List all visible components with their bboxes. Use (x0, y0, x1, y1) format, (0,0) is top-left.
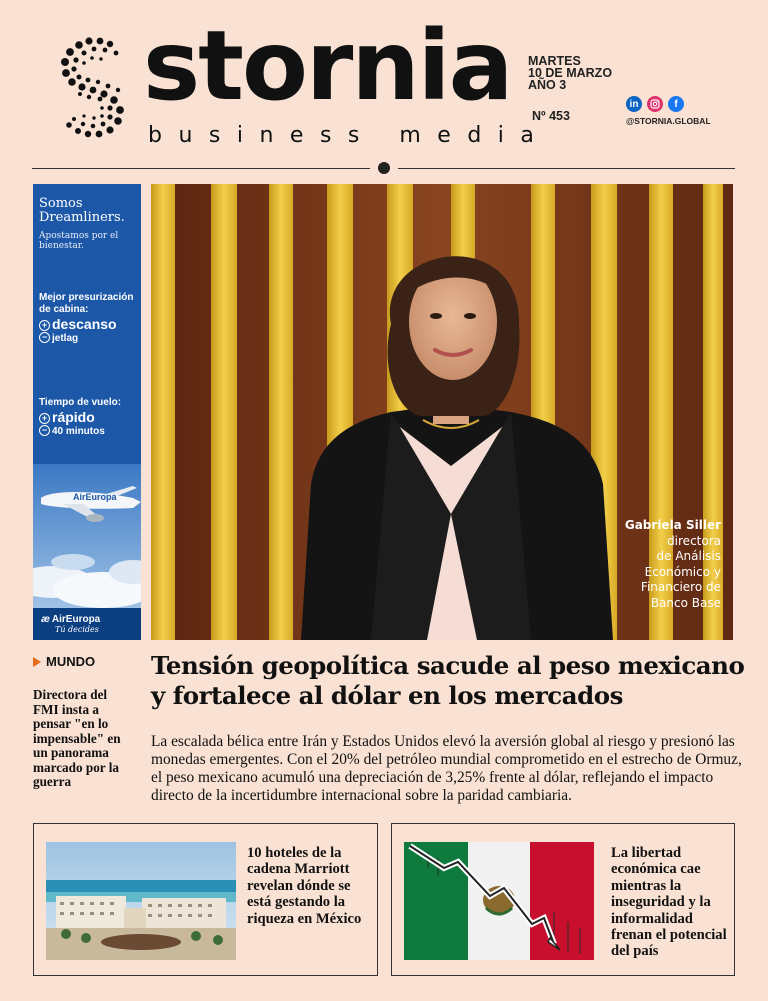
caption-role-line: de Análisis (656, 549, 721, 563)
plus-icon: + (39, 320, 50, 331)
teaser-card-economic-freedom[interactable] (391, 823, 735, 976)
ad-slogan: Tú decides (55, 624, 99, 634)
section-marker-icon (33, 657, 41, 667)
teaser-title[interactable]: La libertad económica cae mientras la inseguridad y la informalidad frenan el potencial del país (611, 845, 727, 960)
side-story-link[interactable]: Directora del FMI insta a pensar "en lo impensable" en un panorama marcado por la guerra (33, 687, 121, 789)
minus-icon: − (39, 332, 50, 343)
linkedin-icon[interactable]: in (626, 96, 642, 112)
teaser-card-hotels[interactable] (33, 823, 378, 976)
instagram-icon[interactable] (647, 96, 663, 112)
stornia-logo-mark (58, 36, 128, 138)
facebook-icon[interactable]: f (668, 96, 684, 112)
ad-flight-label: Tiempo de vuelo: (39, 397, 122, 408)
ad-cabin-benefit: descanso (52, 316, 117, 332)
teaser-image-hotel-beach (46, 842, 236, 960)
issue-weekday: MARTES (528, 54, 581, 68)
caption-role-line: directora (667, 533, 721, 548)
ad-flight-reduction: 40 minutos (52, 426, 105, 437)
airline-advertisement[interactable] (33, 184, 141, 640)
caption-role-line: Financiero de (640, 580, 721, 594)
ad-cabin-reduction: jetlag (52, 333, 79, 344)
main-headline[interactable]: Tensión geopolítica sacude al peso mexicano y fortalece al dólar en los mercados (151, 651, 745, 710)
masthead-rule-left (32, 168, 370, 169)
rule-ornament-icon (378, 162, 390, 174)
ad-block-cabin (39, 292, 141, 346)
minus-icon: − (39, 425, 50, 436)
ad-cabin-label: Mejor presurización de cabina: (39, 292, 134, 315)
ad-sky-image (33, 464, 141, 608)
issue-number: Nº 453 (532, 109, 570, 123)
ad-brand: AirEuropa (51, 613, 101, 625)
masthead-rule-right (398, 168, 735, 169)
caption-role-line: Banco Base (650, 595, 721, 610)
teaser-image-mexico-flag-chart (404, 842, 594, 960)
ad-headline: Somos Dreamliners. (39, 196, 125, 225)
caption-role-line: Económico y (644, 564, 721, 579)
caption-name: Gabriela Siller (624, 518, 721, 532)
brand-name: stornia (143, 10, 512, 122)
ad-footer (33, 608, 141, 640)
main-lede: La escalada bélica entre Irán y Estados Unidos elevó la aversión global al riesgo y presionó las monedas emergentes. Con el 20% del petróleo mundial comprometido en el estrecho de Ormuz, el peso mexicano acumuló una depreciación de 3,25% frente al dólar, reflejando el impacto directo de la incertidumbre internacional sobre la paridad cambiaria. (151, 733, 742, 804)
issue-date: 10 DE MARZO (528, 66, 613, 80)
ad-flight-benefit: rápido (52, 409, 95, 425)
social-handle[interactable]: @STORNIA.GLOBAL (626, 116, 711, 126)
plus-icon: + (39, 413, 50, 424)
aireuropa-logo-icon: æ (41, 613, 50, 625)
hero-caption (625, 518, 721, 611)
ad-plane-livery: AirEuropa (73, 492, 117, 502)
ad-subheadline: Apostamos por el bienestar. (39, 231, 119, 251)
issue-year: AÑO 3 (528, 78, 567, 92)
ad-block-flight-time (39, 397, 141, 439)
section-label[interactable]: MUNDO (46, 654, 96, 669)
social-links (626, 96, 684, 112)
hero-photo (151, 184, 733, 640)
teaser-title[interactable]: 10 hoteles de la cadena Marriott revelan dónde se está gestando la riqueza en México (247, 845, 362, 927)
brand-tagline: business media (148, 123, 551, 148)
